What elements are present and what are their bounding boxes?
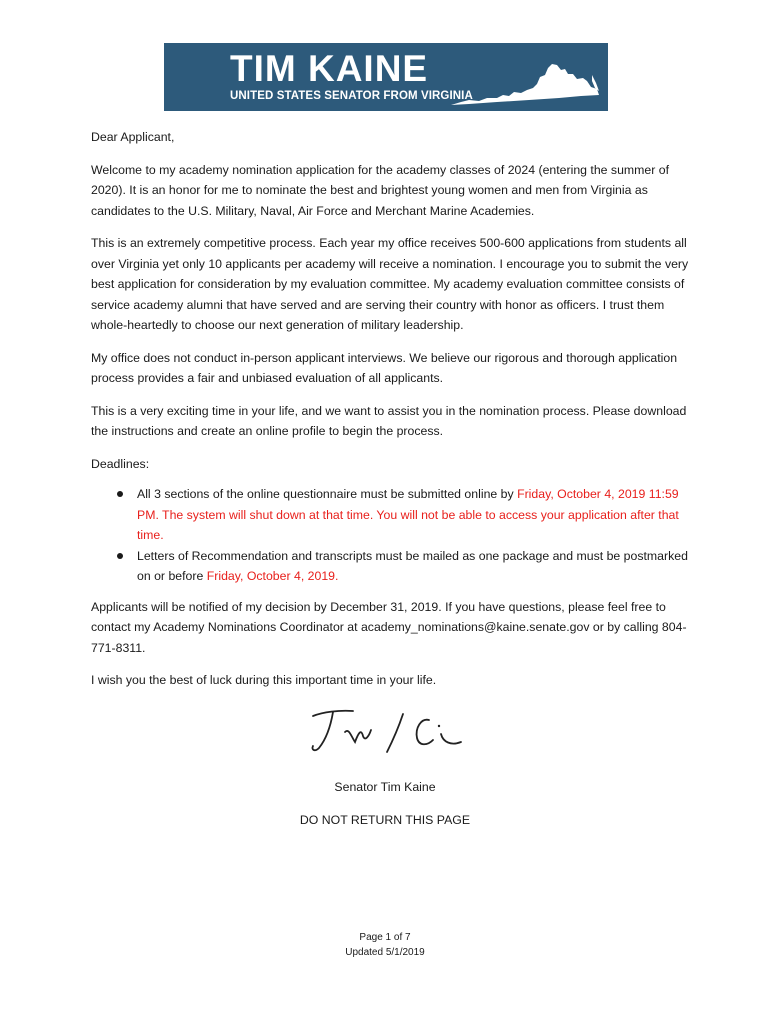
banner-subtitle: UNITED STATES SENATOR FROM VIRGINIA [230,90,473,102]
paragraph-interviews: My office does not conduct in-person applicant interviews. We believe our rigorous and thorough application process provides a fair and unbiased evaluation of all applicants. [91,350,678,385]
page-number: Page 1 of 7 [359,932,411,943]
paragraph-closing: I wish you the best of luck during this important time in your life. [91,673,437,687]
paragraph-instructions: This is a very exciting time in your life, and we want to assist you in the nomination process. Please download the instructions and create an online profile to begin the process. [91,403,687,438]
updated-date: Updated 5/1/2019 [345,947,425,958]
handwritten-signature [305,702,475,762]
salutation: Dear Applicant, [91,130,175,144]
deadline-text: All 3 sections of the online questionnaire must be submitted online by [137,487,518,501]
virginia-state-icon [449,61,601,107]
banner-title: TIM KAINE [230,48,429,89]
deadline-date: Friday, October 4, 2019 11:59 PM. The system will shut down at that time. You will not be able to access your application after that time. [137,487,679,542]
signer-name: Senator Tim Kaine [334,780,436,794]
deadline-text: Letters of Recommendation and transcripts must be mailed as one package and must be postmarked on or before [137,548,688,583]
paragraph-competition: This is an extremely competitive process. Each year my office receives 500-600 applications from students all over Virginia yet only 10 applicants per academy will receive a nomination. I encourage you to submit the very best application for consideration by my evaluation committee. My academy evaluation committee consists of service academy alumni that have served and are serving their country with honor as officers. I trust them whole-heartedly to choose our next generation of military leadership. [91,236,689,332]
deadlines-list [91,484,691,587]
senator-banner [164,43,608,111]
paragraph-notification: Applicants will be notified of my decision by December 31, 2019. If you have questions, please feel free to contact my Academy Nominations Coordinator at academy_nominations@kaine.senate.gov or by calling 804-771-8311. [91,599,687,655]
letter-body [91,127,691,703]
deadlines-heading: Deadlines: [91,456,150,471]
paragraph-welcome: Welcome to my academy nomination application for the academy classes of 2024 (entering the summer of 2020). It is an honor for me to nominate the best and brightest young women and men from Virginia as candidates to the U.S. Military, Naval, Air Force and Merchant Marine Academies. [91,162,670,218]
deadline-item [91,484,691,546]
do-not-return-notice: DO NOT RETURN THIS PAGE [299,813,471,827]
deadline-date: Friday, October 4, 2019. [206,569,339,583]
deadline-item [91,546,691,587]
